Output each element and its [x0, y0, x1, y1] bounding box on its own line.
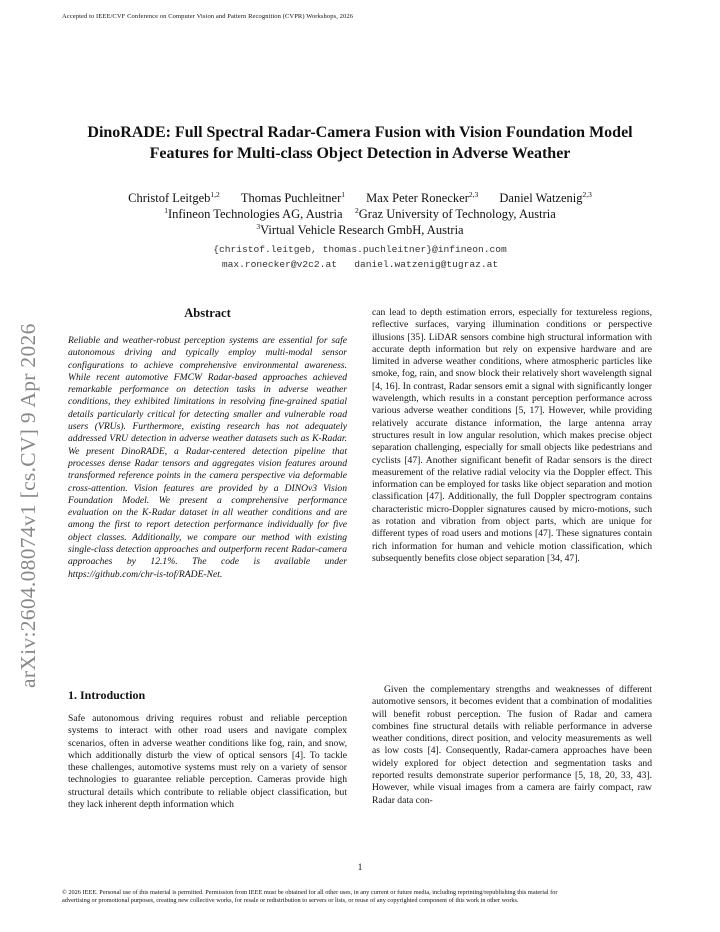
section-heading-introduction: 1. Introduction — [68, 688, 146, 702]
author-block — [60, 190, 660, 272]
page-number: 1 — [357, 862, 363, 873]
title-line-1: DinoRADE: Full Spectral Radar-Camera Fusion with Vision Foundation Model — [87, 124, 633, 141]
abstract-heading: Abstract — [184, 306, 231, 320]
affiliations-line: $^1$Infineon Technologies AG, Austria $^2$Graz University of Technology, Austria — [164, 206, 556, 221]
arxiv-identifier: arXiv:2604.08074v1 [cs.CV] 9 Apr 2026 — [16, 323, 40, 688]
affiliation: Infineon Technologies AG, Austria — [167, 207, 343, 221]
author: Christof Leitgeb$^{1,2}$ — [128, 190, 220, 205]
affiliation: Graz University of Technology, Austria — [358, 207, 556, 221]
author-list — [60, 190, 660, 206]
author: Max Peter Ronecker$^{2,3}$ — [366, 190, 479, 205]
email-line-1: {christof.leitgeb, thomas.puchleitner}@infineon.com — [213, 244, 507, 255]
right-column-paragraph-1: can lead to depth estimation errors, especially for textureless regions, reflective surfaces, varying illumination conditions or perspective illusions [35]. LiDAR sensors combine high structural information with accurate depth information but rely on expensive hardware and are limited in adverse weather conditions, where atmospheric particles like smoke, fog, rain, and snow block their relatively short wavelength signal [4, 16]. In contrast, Radar sensors emit a signal with significantly longer wavelength, which results in a constant perception performance across various adverse weather conditions [5, 17]. However, while providing relatively accurate distance information, the large antenna array structures result in low angular resolution, which makes precise object separation challenging, especially for small objects like pedestrians and cyclists [47]. Another significant benefit of Radar sensors is the direct measurement of the relative radial velocity via the Doppler effect. This information can be employed for tasks like object separation and motion classification [47]. Additionally, the full Doppler spectrogram contains characteristic micro-Doppler signatures caused by micro-motions, such as rotation and vibration from object parts, which are unique for different types of road users and motions [47]. These signatures contain rich information for human and vehicle motion classification, which subsequently benefits close object separation [34, 47]. — [372, 307, 652, 564]
affiliation: Virtual Vehicle Research GmbH, Austria — [260, 223, 464, 237]
affiliations-line-2: $^3$Virtual Vehicle Research GmbH, Austria — [256, 222, 464, 237]
conference-note: Accepted to IEEE/CVF Conference on Computer Vision and Pattern Recognition (CVPR) Workshops, 2026 — [62, 13, 354, 20]
author: Thomas Puchleitner$^1$ — [240, 190, 345, 205]
paper-title — [60, 122, 660, 164]
email-line-2: max.ronecker@v2c2.at daniel.watzenig@tugraz.at — [221, 259, 499, 270]
right-column-paragraph-2: Given the complementary strengths and weaknesses of different automotive sensors, it becomes evident that a combination of modalities will benefit robust perception. The fusion of Radar and camera combines fine structural details with reliable performance in adverse weather conditions, direct position, and velocity measurements as well as low costs [4]. Consequently, Radar-camera approaches have been widely explored for object detection and segmentation tasks and reported results demonstrate superior performance [5, 18, 20, 33, 43]. However, while visual images from a camera are fairly compact, raw Radar data con- — [372, 684, 652, 806]
abstract-text: Reliable and weather-robust perception systems are essential for safe autonomous driving and typically employ multi-modal sensor configurations to achieve comprehensive environmental awareness. While recent automotive FMCW Radar-based approaches achieved remarkable performance on detection tasks in adverse weather conditions, they exhibited limitations in resolving fine-grained spatial details particularly critical for detecting smaller and vulnerable road users (VRUs). Furthermore, existing research has not adequately addressed VRU detection in adverse weather datasets such as K-Radar. We present DinoRADE, a Radar-centered detection pipeline that processes dense Radar tensors and aggregates vision features around transformed reference points in the camera perspective via deformable cross-attention. Vision features are provided by a DINOv3 Vision Foundation Model. We present a comprehensive performance evaluation on the K-Radar dataset in all weather conditions and are among the first to report detection performance individually for five object classes. Additionally, we compare our method with existing single-class detection approaches and outperform recent Radar-camera approaches by 12.1%. The code is available under https://github.com/chr-is-tof/RADE-Net. — [68, 335, 347, 580]
author: Daniel Watzenig$^{2,3}$ — [499, 190, 592, 205]
copyright-notice: © 2026 IEEE. Personal use of this material is permitted. Permission from IEEE must be obtained for all other uses, in any current or future media, including reprinting/republishing this material for advertising or promotional purposes, creating new collective works, for resale or redistribution to servers or lists, or reuse of any copyrighted component of this work in other works. — [62, 889, 558, 904]
title-line-2: Features for Multi-class Object Detection in Adverse Weather — [149, 145, 571, 162]
introduction-paragraph: Safe autonomous driving requires robust and reliable perception systems to interact with other road users and navigate complex scenarios, often in adverse weather conditions like fog, rain, and snow, which additionally disturb the view of optical sensors [4]. To tackle these challenges, automotive systems must rely on a variety of sensor technologies to guarantee reliable perception. Cameras provide high structural details which contribute to reliable object classification, but they lack inherent depth information which — [68, 713, 347, 811]
